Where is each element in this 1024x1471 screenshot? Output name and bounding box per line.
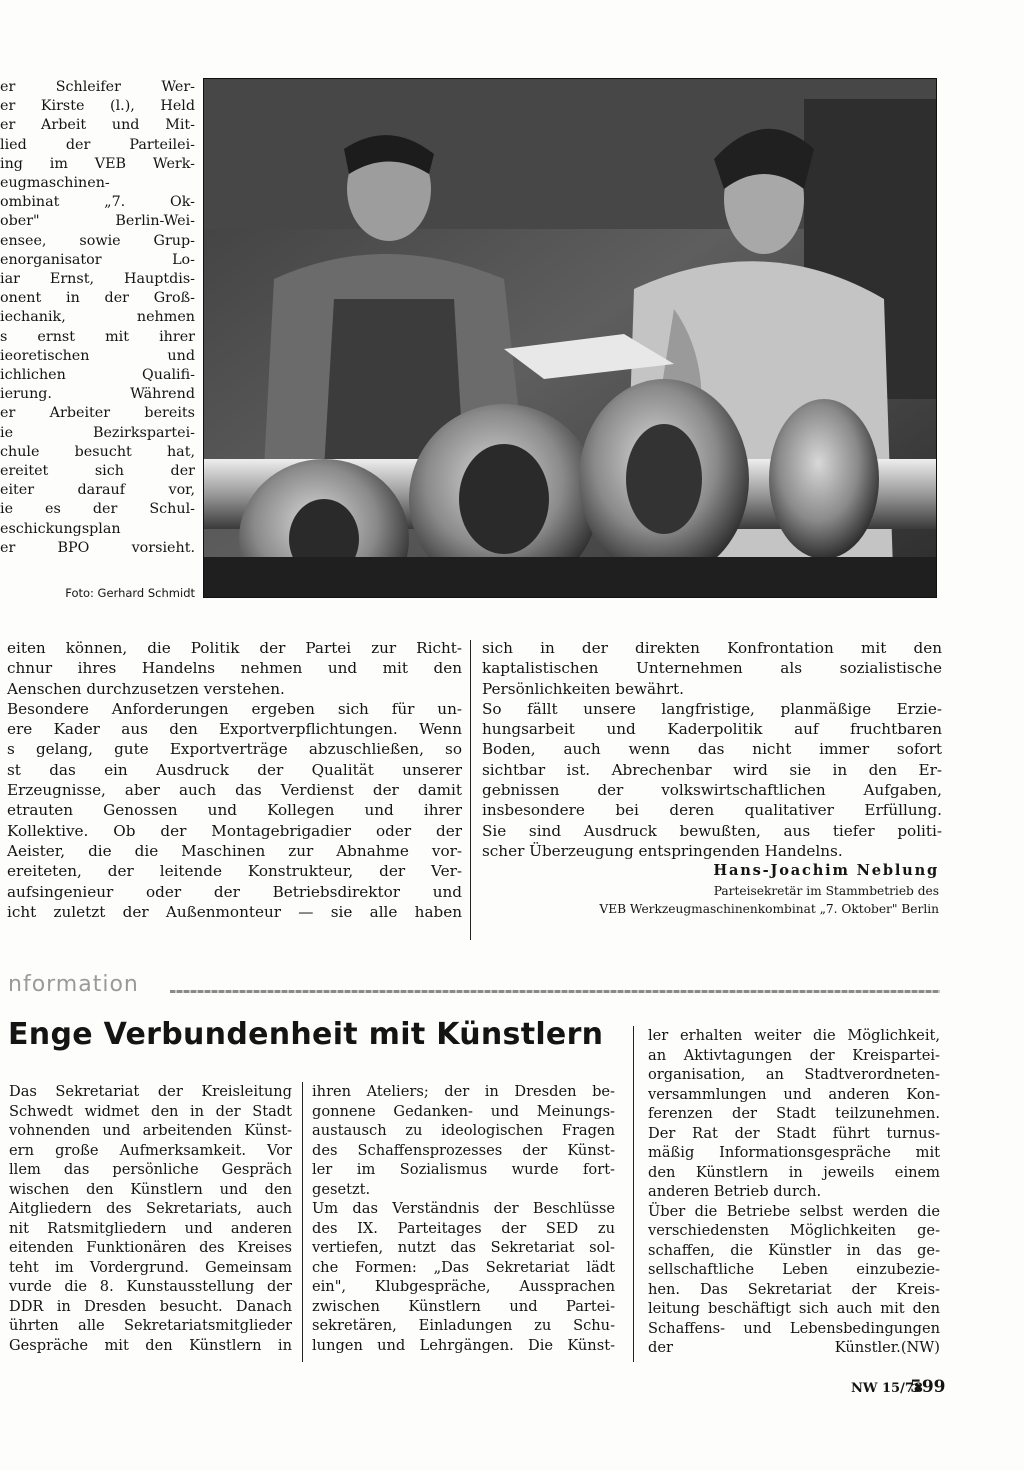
text-line: hen. Das Sekretariat der Kreis- bbox=[648, 1280, 940, 1298]
text-line: ferenzen der Stadt teilzunehmen. bbox=[648, 1105, 940, 1122]
text-line: iar Ernst, Hauptdis- bbox=[0, 271, 195, 288]
text-line: ombinat „7. Ok- bbox=[0, 194, 195, 211]
text-line: organisation, an Stadtverordneten- bbox=[648, 1066, 940, 1083]
text-line: iechanik, nehmen bbox=[0, 309, 195, 326]
section-rule bbox=[170, 990, 940, 993]
text-line: enorganisator Lo- bbox=[0, 251, 195, 268]
text-line: st das ein Ausdruck der Qualität unserer bbox=[7, 760, 462, 779]
text-line: ensee, sowie Grup- bbox=[0, 232, 195, 249]
text-line: eiter darauf vor, bbox=[0, 482, 195, 499]
text-line: chnur ihres Handelns nehmen und mit den bbox=[7, 659, 462, 678]
info-column-2 bbox=[312, 1082, 615, 1355]
text-line: an Aktivtagungen der Kreispartei- bbox=[648, 1046, 940, 1064]
text-line: vertiefen, nutzt das Sekretariat sol- bbox=[312, 1239, 615, 1256]
text-line: des Schaffensprozesses der Künst- bbox=[312, 1141, 615, 1159]
text-line: er Arbeiter bereits bbox=[0, 405, 195, 422]
text-line: leitung beschäftigt sich auch mit den bbox=[648, 1300, 940, 1317]
article-column-1 bbox=[7, 638, 462, 922]
text-line: mäßig Informationsgespräche mit bbox=[648, 1144, 940, 1161]
text-line: DDR in Dresden besucht. Danach bbox=[9, 1297, 292, 1315]
text-line: scher Überzeugung entspringenden Handelns. bbox=[482, 841, 843, 860]
text-line: Aeister, die die Maschinen zur Abnahme vor- bbox=[7, 841, 462, 860]
text-line: Gespräche mit den Künstlern in bbox=[9, 1336, 292, 1354]
text-line: llem das persönliche Gespräch bbox=[9, 1161, 292, 1178]
text-line: Um das Verständnis der Beschlüsse bbox=[312, 1200, 615, 1217]
text-line: schaffen, die Künstler in das ge- bbox=[648, 1241, 940, 1259]
text-line: er Arbeit und Mit- bbox=[0, 117, 195, 134]
text-line: zwischen Künstlern und Partei- bbox=[312, 1297, 615, 1315]
text-line: Besondere Anforderungen ergeben sich für un- bbox=[7, 699, 462, 718]
text-line: gesetzt. bbox=[312, 1180, 371, 1198]
text-line: ere Kader aus den Exportverpflichtungen. Wenn bbox=[7, 720, 462, 739]
text-line: austausch zu ideologischen Fragen bbox=[312, 1122, 615, 1139]
photo-workers-machine bbox=[203, 78, 937, 598]
text-line: der Künstler. (NW) bbox=[648, 1339, 940, 1356]
text-line: ierung. Während bbox=[0, 386, 195, 403]
source-tag: (NW) bbox=[900, 1339, 940, 1356]
text-line: ührten alle Sekretariatsmitglieder bbox=[9, 1317, 292, 1334]
text-line: s gelang, gute Exportverträge abzuschließen, so bbox=[7, 740, 462, 759]
text-line: gebnissen der volkswirtschaftlichen Aufgaben, bbox=[482, 781, 942, 800]
text-line: ie es der Schul- bbox=[0, 501, 195, 518]
text-line: eitenden Funktionären des Kreises bbox=[9, 1239, 292, 1256]
text-line: insbesondere bei deren qualitativer Erfüllung. bbox=[482, 801, 942, 820]
text-line: lungen und Lehrgängen. Die Künst- bbox=[312, 1336, 615, 1354]
text-line: er Schleifer Wer- bbox=[0, 79, 195, 95]
text-line: ichlichen Qualifi- bbox=[0, 367, 195, 384]
text-line: ieoretischen und bbox=[0, 347, 195, 364]
text-line: sichtbar ist. Abrechenbar wird sie in den Er- bbox=[482, 760, 942, 779]
text-line: ereiteten, der leitende Konstrukteur, der Ver- bbox=[7, 862, 462, 881]
text-line: anderen Betrieb durch. bbox=[648, 1183, 822, 1200]
text-line: ie Bezirksparteі- bbox=[0, 424, 195, 441]
text-line: ern große Aufmerksamkeit. Vor bbox=[9, 1141, 292, 1159]
text-line: So fällt unsere langfristige, planmäßige Erzie- bbox=[482, 699, 942, 718]
text-line: etrauten Genossen und Kollegen und ihrer bbox=[7, 801, 462, 820]
author-title-line-2: VEB Werkzeugmaschinenkombinat „7. Oktober" Berlin bbox=[599, 902, 939, 916]
text-line: ober" Berlin-Wei- bbox=[0, 213, 195, 230]
text-line: sich in der direkten Konfrontation mit den bbox=[482, 639, 942, 657]
text-line: kaptalistischen Unternehmen als sozialistische bbox=[482, 659, 942, 678]
text-line: s ernst mit ihrer bbox=[0, 328, 195, 345]
text-line: eugmaschinen- bbox=[0, 175, 110, 192]
text-line: eiten können, die Politik der Partei zur Richt- bbox=[7, 639, 462, 657]
text-line: versammlungen und anderen Kon- bbox=[648, 1085, 940, 1103]
text-line: wischen den Künstlern und den bbox=[9, 1180, 292, 1198]
text-line: teht im Vordergrund. Gemeinsam bbox=[9, 1258, 292, 1276]
text-line: Kollektive. Ob der Montagebrigadier oder der bbox=[7, 821, 462, 840]
text-line: Aenschen durchzusetzen verstehen. bbox=[7, 679, 285, 698]
info-column-1 bbox=[9, 1082, 292, 1355]
article-column-2 bbox=[482, 638, 942, 861]
text-line: sekretären, Einladungen zu Schu- bbox=[312, 1317, 615, 1334]
text-line: verschiedensten Möglichkeiten ge- bbox=[648, 1222, 940, 1239]
text-line: lied der Parteilei- bbox=[0, 136, 195, 153]
text-line: ing im VEB Werk- bbox=[0, 155, 195, 172]
text-line: eschickungsplan bbox=[0, 520, 121, 537]
page-number: 599 bbox=[910, 1377, 946, 1397]
column-divider bbox=[633, 1026, 634, 1362]
text-line: onent in der Groß- bbox=[0, 290, 195, 307]
text-line: Über die Betriebe selbst werden die bbox=[648, 1202, 940, 1220]
info-column-3 bbox=[648, 1026, 940, 1358]
text-line: nit Ratsmitgliedern und anderen bbox=[9, 1219, 292, 1237]
text-line: Der Rat der Stadt führt turnus- bbox=[648, 1124, 940, 1142]
text-line: ihren Ateliers; der in Dresden be- bbox=[312, 1083, 615, 1100]
author-title-line-1: Parteisekretär im Stammbetrieb des bbox=[713, 884, 939, 898]
text-line: Aitgliedern des Sekretariats, auch bbox=[9, 1200, 292, 1217]
section-label: nformation bbox=[8, 972, 139, 997]
text-line: vurde die 8. Kunstausstellung der bbox=[9, 1278, 292, 1295]
text-line: che Formen: „Das Sekretariat lädt bbox=[312, 1258, 615, 1276]
text-line: icht zuletzt der Außenmonteur — sie alle haben bbox=[7, 902, 462, 921]
text-line: den Künstlern in jeweils einem bbox=[648, 1163, 940, 1181]
text-line: sellschaftliche Leben einzubezie- bbox=[648, 1261, 940, 1278]
text-line: des IX. Parteitages der SED zu bbox=[312, 1219, 615, 1237]
photo-caption bbox=[0, 78, 195, 558]
issue-number: NW 15/78 bbox=[851, 1381, 923, 1396]
text-line: Das Sekretariat der Kreisleitung bbox=[9, 1083, 292, 1100]
text-line: Erzeugnisse, aber auch das Verdienst der damit bbox=[7, 781, 462, 800]
text-line: er Kirste (l.), Held bbox=[0, 98, 195, 115]
text-line: aufsingenieur oder der Betriebsdirektor und bbox=[7, 882, 462, 901]
text-line: Schaffens- und Lebensbedingungen bbox=[648, 1319, 940, 1337]
text-line: Persönlichkeiten bewährt. bbox=[482, 679, 684, 698]
author-name: Hans-Joachim Neblung bbox=[713, 862, 939, 879]
text-line: ler erhalten weiter die Möglichkeit, bbox=[648, 1027, 940, 1044]
text-line: hungsarbeit und Kaderpolitik auf fruchtbaren bbox=[482, 720, 942, 739]
column-divider bbox=[302, 1082, 303, 1362]
text-line: gonnene Gedanken- und Meinungs- bbox=[312, 1102, 615, 1120]
text-line: er BPO vorsieht. bbox=[0, 539, 195, 556]
text-line: Sie sind Ausdruck bewußten, aus tiefer politi- bbox=[482, 821, 942, 840]
column-divider bbox=[470, 640, 471, 940]
text-line: ereitet sich der bbox=[0, 463, 195, 480]
text-line: ein", Klubgespräche, Aussprachen bbox=[312, 1278, 615, 1295]
photo-credit: Foto: Gerhard Schmidt bbox=[65, 586, 195, 600]
text-line: vohnenden und arbeitenden Künst- bbox=[9, 1122, 292, 1139]
text-line: Schwedt widmet den in der Stadt bbox=[9, 1102, 292, 1120]
text-line: Boden, auch wenn das nicht immer sofort bbox=[482, 740, 942, 759]
text-line: ler im Sozialismus wurde fort- bbox=[312, 1161, 615, 1178]
text-line: chule besucht hat, bbox=[0, 443, 195, 460]
info-headline: Enge Verbundenheit mit Künstlern bbox=[8, 1017, 604, 1052]
